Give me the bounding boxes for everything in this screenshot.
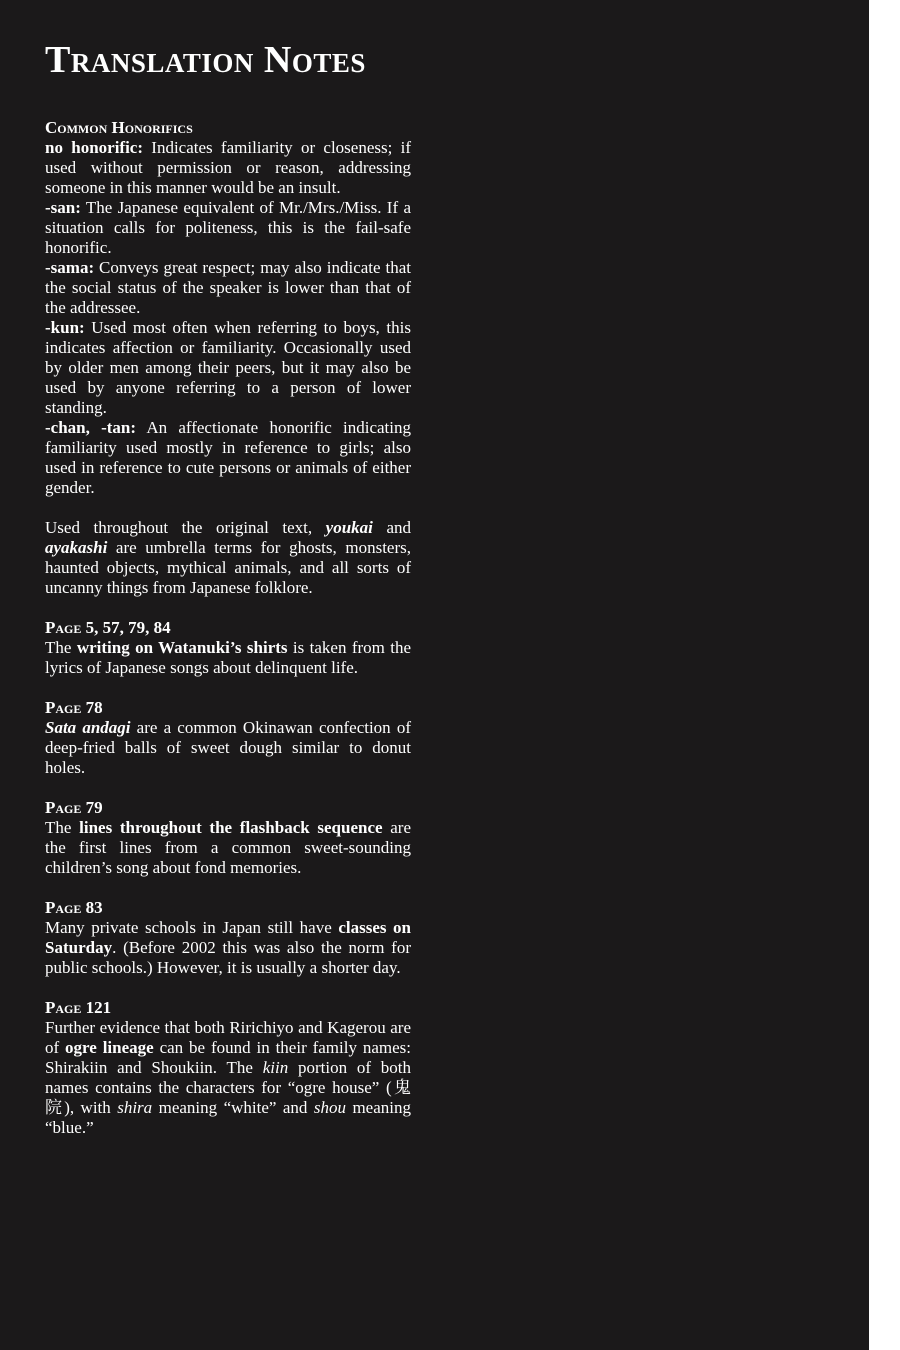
- honorific-definition: Conveys great respect; may also indicate that the social status of the speaker is lower than that of the addressee.: [45, 258, 411, 317]
- honorific-definition: An affectionate honorific indicating familiarity used mostly in reference to girls; also used in reference to cute persons or animals of either gender.: [45, 418, 411, 497]
- note-heading: Page 83: [45, 898, 103, 917]
- notes-content: [45, 118, 411, 1158]
- honorific-entry-none: [45, 138, 411, 198]
- honorific-entry-kun: [45, 318, 411, 418]
- note-text: The: [45, 638, 77, 657]
- note-text: Further evidence that both Ririchiyo and Kagerou are of: [45, 1018, 411, 1057]
- honorific-term: -kun:: [45, 318, 85, 337]
- note-page-78: [45, 698, 411, 778]
- honorific-definition: The Japanese equivalent of Mr./Mrs./Miss. If a situation calls for politeness, this is the fail-safe honorific.: [45, 198, 411, 257]
- honorific-definition: Used most often when referring to boys, this indicates affection or familiarity. Occasionally used by older men among their peers, but it may also be used by anyone referring to a person of lower standing.: [45, 318, 411, 417]
- note-page-5-57-79-84: [45, 618, 411, 678]
- note-text: is taken from the lyrics of Japanese songs about delinquent life.: [45, 638, 412, 677]
- honorific-entry-san: [45, 198, 411, 258]
- note-page-121: [45, 998, 411, 1138]
- note-text: Many private schools in Japan still have: [45, 918, 339, 937]
- note-term: shou: [313, 1098, 346, 1117]
- honorifics-section: [45, 118, 411, 498]
- note-text: meaning “white” and: [152, 1098, 314, 1117]
- note-text: are a common Okinawan confection of deep-fried balls of sweet dough similar to donut holes.: [45, 718, 412, 777]
- note-body: [45, 818, 411, 878]
- note-text: Used throughout the original text,: [45, 518, 326, 537]
- page-margin: [869, 0, 900, 1350]
- note-heading: Page 79: [45, 798, 103, 817]
- honorific-definition: Indicates familiarity or closeness; if used without permission or reason, addressing someone in this manner would be an insult.: [45, 138, 411, 197]
- note-text: meaning “blue.”: [45, 1098, 411, 1137]
- note-term: shira: [117, 1098, 153, 1117]
- note-heading: Page 78: [45, 698, 103, 717]
- note-text: portion of both names contains the characters for “ogre house” (鬼院), with: [45, 1058, 411, 1117]
- note-text: . (Before 2002 this was also the norm for public schools.) However, it is usually a shorter day.: [45, 938, 411, 977]
- honorific-term: -chan, -tan:: [45, 418, 137, 437]
- note-page-83: [45, 898, 411, 978]
- note-body: [45, 1018, 411, 1138]
- note-highlight: ogre lineage: [65, 1038, 154, 1057]
- note-text: are umbrella terms for ghosts, monsters, haunted objects, mythical animals, and all sorts of uncanny things from Japanese folklore.: [45, 538, 411, 597]
- honorific-entry-chan-tan: [45, 418, 411, 498]
- note-highlight: writing on Watanuki’s shirts: [76, 638, 288, 657]
- note-text: The: [45, 818, 80, 837]
- note-body: [45, 638, 411, 678]
- note-heading: Page 5, 57, 79, 84: [45, 618, 171, 637]
- note-page-79: [45, 798, 411, 878]
- honorific-entry-sama: [45, 258, 411, 318]
- note-highlight: classes on Saturday: [45, 918, 411, 957]
- note-body: [45, 718, 411, 778]
- youkai-section: [45, 518, 411, 598]
- note-body: [45, 918, 411, 978]
- youkai-paragraph: [45, 518, 411, 598]
- note-highlight: Sata andagi: [45, 718, 131, 737]
- section-heading-honorifics: Common Honorifics: [45, 118, 193, 137]
- note-text: are the first lines from a common sweet-sounding children’s song about fond memories.: [45, 818, 411, 877]
- page-title: Translation Notes: [45, 39, 366, 81]
- term-youkai: youkai: [325, 518, 373, 537]
- note-term: kiin: [262, 1058, 289, 1077]
- term-ayakashi: ayakashi: [45, 538, 108, 557]
- honorific-term: -sama:: [45, 258, 95, 277]
- honorific-term: -san:: [45, 198, 81, 217]
- note-highlight: lines throughout the flashback sequence: [79, 818, 383, 837]
- note-text: can be found in their family names: Shirakiin and Shoukiin. The: [45, 1038, 412, 1077]
- note-text: and: [372, 518, 411, 537]
- note-heading: Page 121: [45, 998, 112, 1017]
- honorific-term: no honorific:: [45, 138, 144, 157]
